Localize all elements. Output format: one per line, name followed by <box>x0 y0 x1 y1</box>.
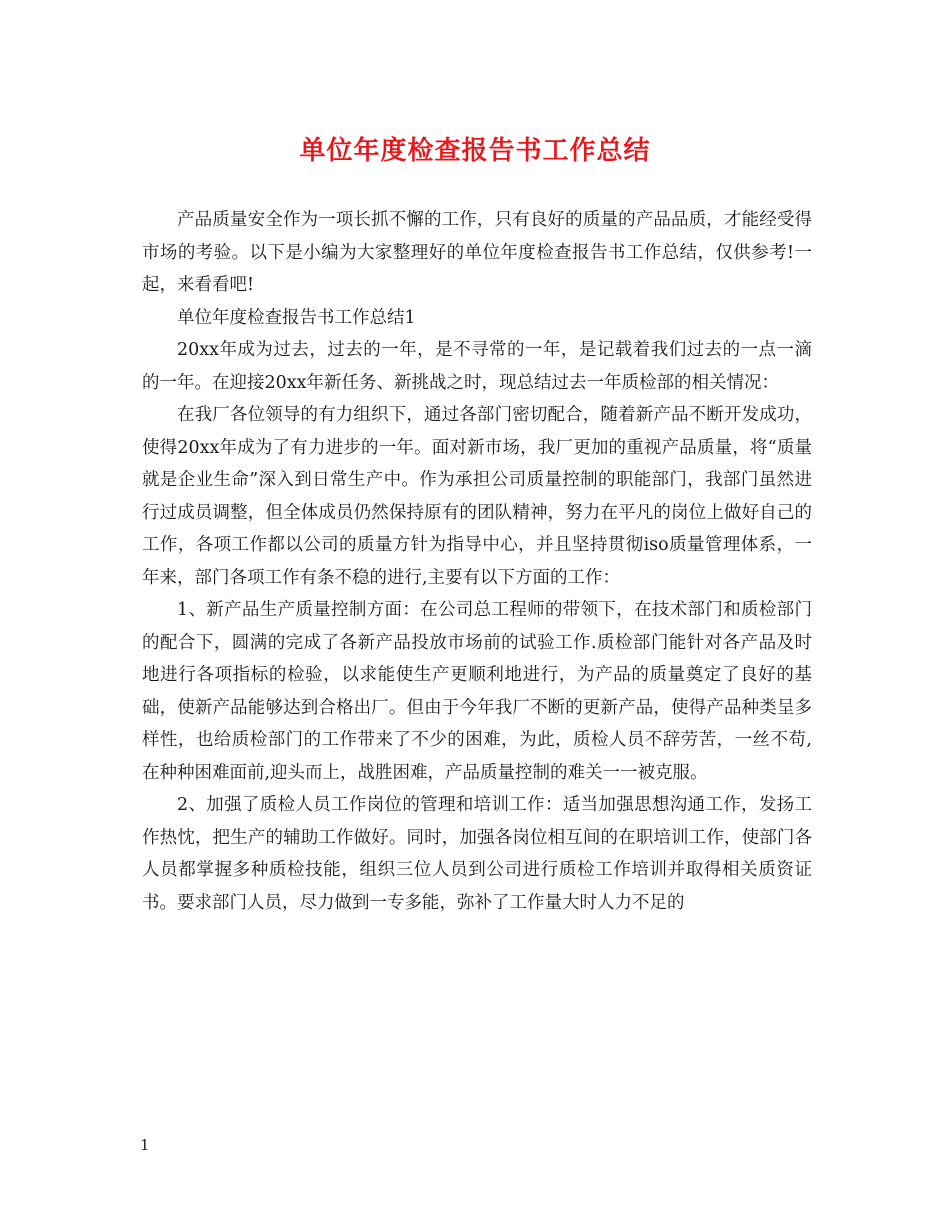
page-number: 1 <box>140 1136 150 1154</box>
section-heading: 单位年度检查报告书工作总结1 <box>177 307 416 328</box>
document-body <box>142 204 812 919</box>
paragraph-intro: 产品质量安全作为一项长抓不懈的工作，只有良好的质量的产品品质，才能经受得市场的考验。以下是小编为大家整理好的单位年度检查报告书工作总结，仅供参考!一起，来看看吧! <box>142 210 812 295</box>
document-title: 单位年度检查报告书工作总结 <box>299 136 651 166</box>
paragraph-item-2: 2、加强了质检人员工作岗位的管理和培训工作：适当加强思想沟通工作，发扬工作热忱，把生产的辅助工作做好。同时，加强各岗位相互间的在职培训工作，使部门各人员都掌握多种质检技能，组织三位人员到公司进行质检工作培训并取得相关质资证书。要求部门人员，尽力做到一专多能，弥补了工作量大时人力不足的 <box>142 795 812 913</box>
paragraph-overview: 20xx年成为过去，过去的一年，是不寻常的一年，是记载着我们过去的一点一滴的一年。在迎接20xx年新任务、新挑战之时，现总结过去一年质检部的相关情况： <box>142 340 812 393</box>
paragraph-item-1: 1、新产品生产质量控制方面：在公司总工程师的带领下，在技术部门和质检部门的配合下，圆满的完成了各新产品投放市场前的试验工作.质检部门能针对各产品及时地进行各项指标的检验，以求能使生产更顺利地进行，为产品的质量奠定了良好的基础，使新产品能够达到合格出厂。但由于今年我厂不断的更新产品，使得产品种类呈多样性，也给质检部门的工作带来了不少的困难，为此，质检人员不辞劳苦，一丝不苟,在种种困难面前,迎头而上，战胜困难，产品质量控制的难关一一被克服。 <box>142 600 812 783</box>
paragraph-organization: 在我厂各位领导的有力组织下，通过各部门密切配合，随着新产品不断开发成功，使得20xx年成为了有力进步的一年。面对新市场，我厂更加的重视产品质量，将“质量就是企业生命”深入到日常生产中。作为承担公司质量控制的职能部门，我部门虽然进行过成员调整，但全体成员仍然保持原有的团队精神，努力在平凡的岗位上做好自己的工作，各项工作都以公司的质量方针为指导中心，并且坚持贯彻iso质量管理体系，一年来，部门各项工作有条不稳的进行,主要有以下方面的工作： <box>142 405 812 588</box>
